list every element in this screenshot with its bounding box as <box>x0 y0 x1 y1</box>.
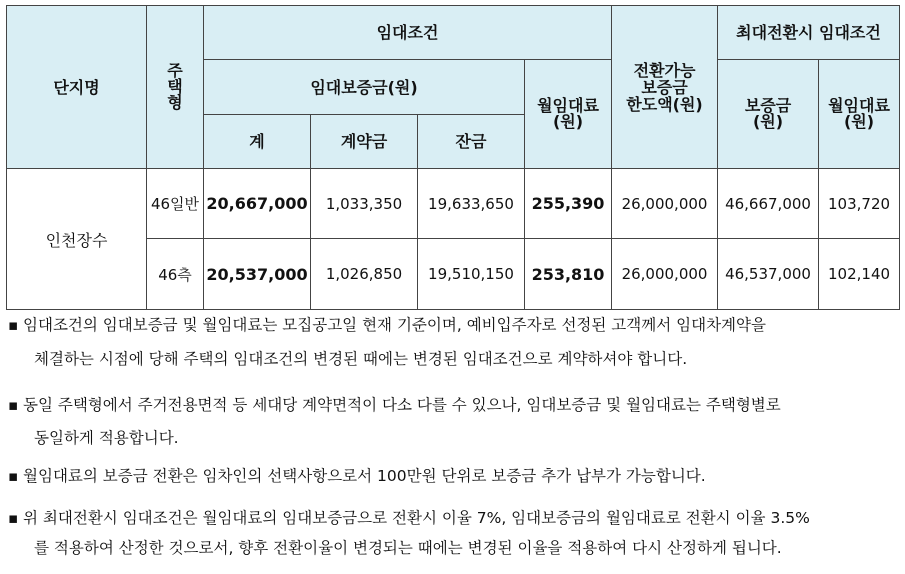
header-rent-conditions: 임대조건 <box>204 6 612 60</box>
deposit-total: 20,537,000 <box>204 239 311 310</box>
note-line: 동일하게 적용합니다. <box>34 429 179 447</box>
convertible-limit: 26,000,000 <box>612 169 718 239</box>
header-max-deposit: 보증금 (원) <box>718 60 819 169</box>
contract-payment: 1,033,350 <box>311 169 418 239</box>
bullet-icon: ▪ <box>8 316 19 334</box>
rent-conditions-table <box>6 5 900 310</box>
max-deposit: 46,537,000 <box>718 239 819 310</box>
note-line: 동일 주택형에서 주거전용면적 등 세대당 계약면적이 다소 다를 수 있으나, 임대보증금 및 월임대료는 주택형별로 <box>23 396 781 414</box>
housing-type: 46측 <box>147 239 204 310</box>
header-deposit: 임대보증금(원) <box>204 60 525 115</box>
header-complex: 단지명 <box>7 6 147 169</box>
housing-type: 46일반 <box>147 169 204 239</box>
header-max-conversion: 최대전환시 임대조건 <box>718 6 900 60</box>
note-line: 임대조건의 임대보증금 및 월임대료는 모집공고일 현재 기준이며, 예비입주자로 선정된 고객께서 임대차계약을 <box>23 316 766 334</box>
note-line: 월임대료의 보증금 전환은 임차인의 선택사항으로서 100만원 단위로 보증금 추가 납부가 가능합니다. <box>23 467 706 485</box>
max-monthly-rent: 102,140 <box>819 239 900 310</box>
note-line: 를 적용하여 산정한 것으로서, 향후 전환이율이 변경되는 때에는 변경된 이율을 적용하여 다시 산정하게 됩니다. <box>34 539 782 557</box>
balance-payment: 19,633,650 <box>418 169 525 239</box>
header-convertible-limit: 전환가능 보증금 한도액(원) <box>612 6 718 169</box>
bullet-icon: ▪ <box>8 396 19 414</box>
monthly-rent: 253,810 <box>525 239 612 310</box>
max-deposit: 46,667,000 <box>718 169 819 239</box>
note-line: 체결하는 시점에 당해 주택의 임대조건의 변경된 때에는 변경된 임대조건으로 계약하셔야 합니다. <box>34 350 688 368</box>
bullet-icon: ▪ <box>8 467 19 485</box>
max-monthly-rent: 103,720 <box>819 169 900 239</box>
header-housing-type: 주 택 형 <box>147 6 204 169</box>
header-balance-payment: 잔금 <box>418 115 525 169</box>
monthly-rent: 255,390 <box>525 169 612 239</box>
complex-name: 인천장수 <box>7 169 147 310</box>
deposit-total: 20,667,000 <box>204 169 311 239</box>
balance-payment: 19,510,150 <box>418 239 525 310</box>
header-monthly-rent: 월임대료 (원) <box>525 60 612 169</box>
note-line: 위 최대전환시 임대조건은 월임대료의 임대보증금으로 전환시 이율 7%, 임대보증금의 월임대료로 전환시 이율 3.5% <box>23 509 810 527</box>
table-row <box>7 169 900 239</box>
header-max-monthly-rent: 월임대료 (원) <box>819 60 900 169</box>
convertible-limit: 26,000,000 <box>612 239 718 310</box>
contract-payment: 1,026,850 <box>311 239 418 310</box>
header-contract-payment: 계약금 <box>311 115 418 169</box>
bullet-icon: ▪ <box>8 509 19 527</box>
header-deposit-total: 계 <box>204 115 311 169</box>
